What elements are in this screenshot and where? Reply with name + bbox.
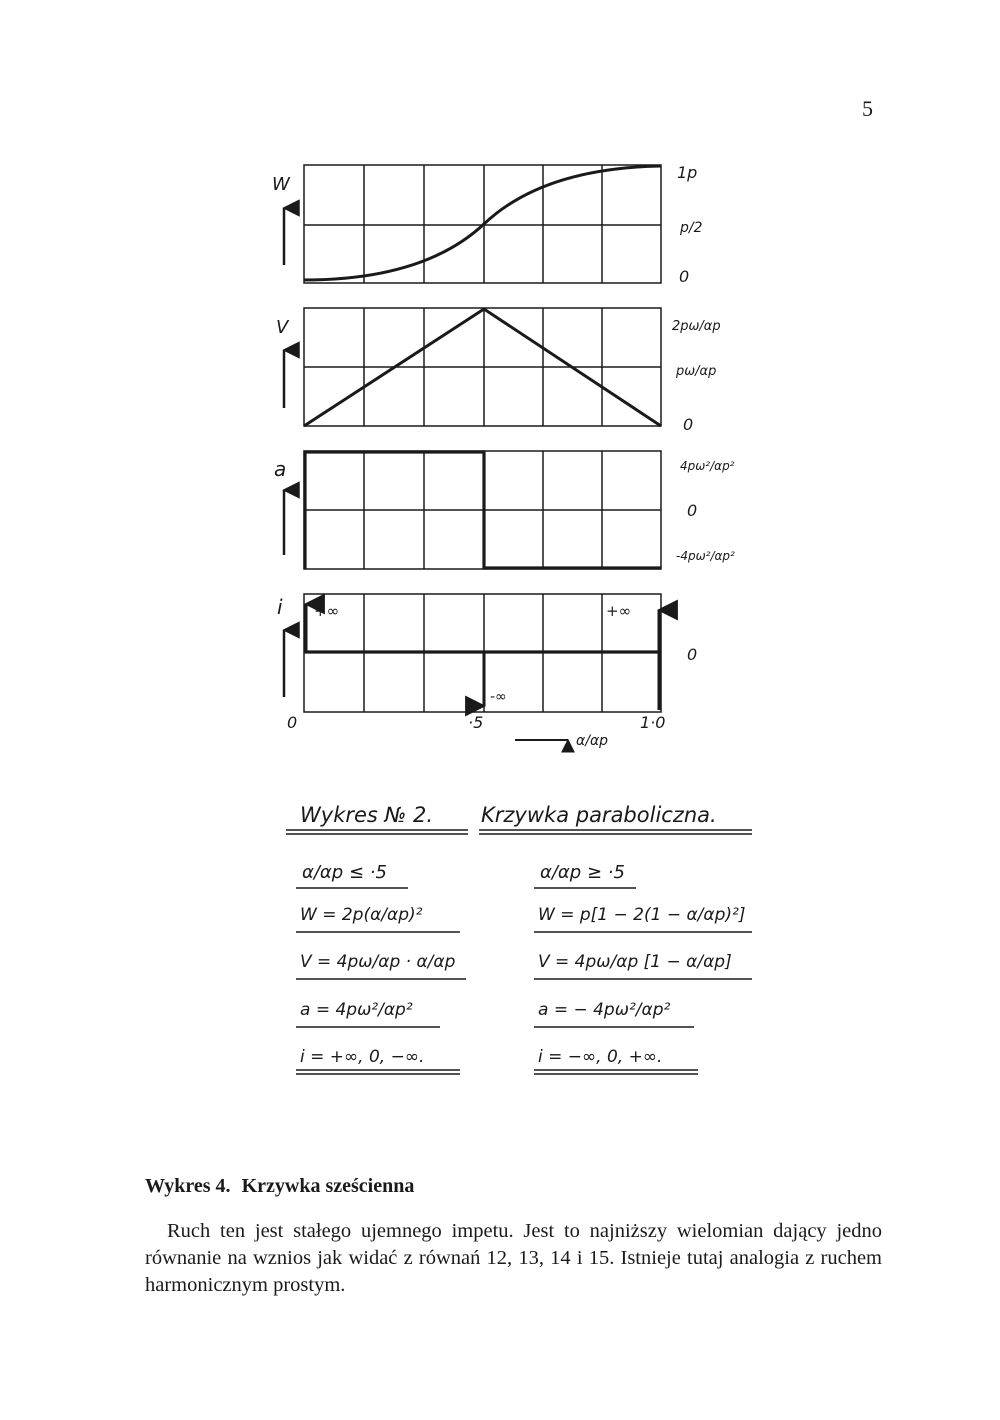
formulas-right: [534, 862, 752, 1074]
page-number: 5: [862, 96, 873, 121]
formulas-left: [296, 862, 466, 1074]
paragraph-text: Ruch ten jest stałego ujemnego impetu. Jest to najniższy wielomian dający jedno równanie na wznios jak widać z równań 12, 13, 14 i 15. Istnieje tutaj analogia z ruchem harmonicznym prostym.: [145, 1220, 882, 1296]
right-label: 1p: [677, 163, 698, 182]
x-axis-label: α/αp: [576, 733, 609, 749]
grid-v: [304, 308, 661, 426]
body-paragraph: [145, 1218, 882, 1299]
formula-header: α/αp ≤ ·5: [302, 862, 387, 883]
formula-row: a = 4pω²/αp²: [300, 1000, 413, 1020]
panel-w: [272, 163, 703, 286]
x-tick-label: 0: [287, 713, 298, 732]
parabolic-displacement-curve: [304, 166, 661, 280]
panel-a: [274, 451, 735, 569]
formula-row: W = p[1 − 2(1 − α/αp)²]: [538, 905, 746, 925]
panel-symbol: a: [274, 457, 287, 481]
x-tick-label: ·5: [468, 713, 484, 732]
right-label: p/2: [680, 220, 703, 236]
panel-symbol: V: [276, 317, 289, 338]
right-label: 0: [679, 267, 690, 286]
right-label: 4pω²/αp²: [680, 459, 735, 473]
panel-v: [276, 308, 721, 434]
section-title: Krzywka sześcienna: [241, 1175, 415, 1197]
formula-row: i = −∞, 0, +∞.: [538, 1047, 663, 1067]
panel-symbol: W: [272, 174, 290, 195]
formula-row: a = − 4pω²/αp²: [538, 1000, 671, 1020]
right-label: 0: [687, 501, 698, 520]
right-label: 2pω/αp: [672, 319, 721, 334]
figure-title-number: Wykres № 2.: [300, 803, 434, 827]
impulse-label: +∞: [314, 602, 340, 620]
panel-symbol: i: [277, 595, 283, 619]
x-tick-label: 1·0: [640, 713, 666, 732]
right-label: -4pω²/αp²: [676, 549, 735, 563]
formula-row: V = 4pω/αp · α/αp: [300, 952, 456, 972]
figure-title-name: Krzywka paraboliczna.: [481, 803, 717, 827]
x-axis: [287, 713, 665, 749]
impulse-label: +∞: [606, 602, 632, 620]
section-heading: [145, 1175, 420, 1198]
right-label: 0: [687, 645, 698, 664]
figure-title: [286, 803, 752, 834]
right-label: pω/αp: [676, 364, 717, 379]
section-number: Wykres 4.: [145, 1175, 231, 1197]
right-label: 0: [683, 415, 694, 434]
formula-row: i = +∞, 0, −∞.: [300, 1047, 425, 1067]
formula-header: α/αp ≥ ·5: [540, 862, 625, 883]
panel-i: [277, 594, 697, 712]
impulse-label: -∞: [490, 689, 507, 705]
formula-row: V = 4pω/αp [1 − α/αp]: [538, 952, 732, 972]
formula-row: W = 2p(α/αp)²: [300, 905, 423, 925]
